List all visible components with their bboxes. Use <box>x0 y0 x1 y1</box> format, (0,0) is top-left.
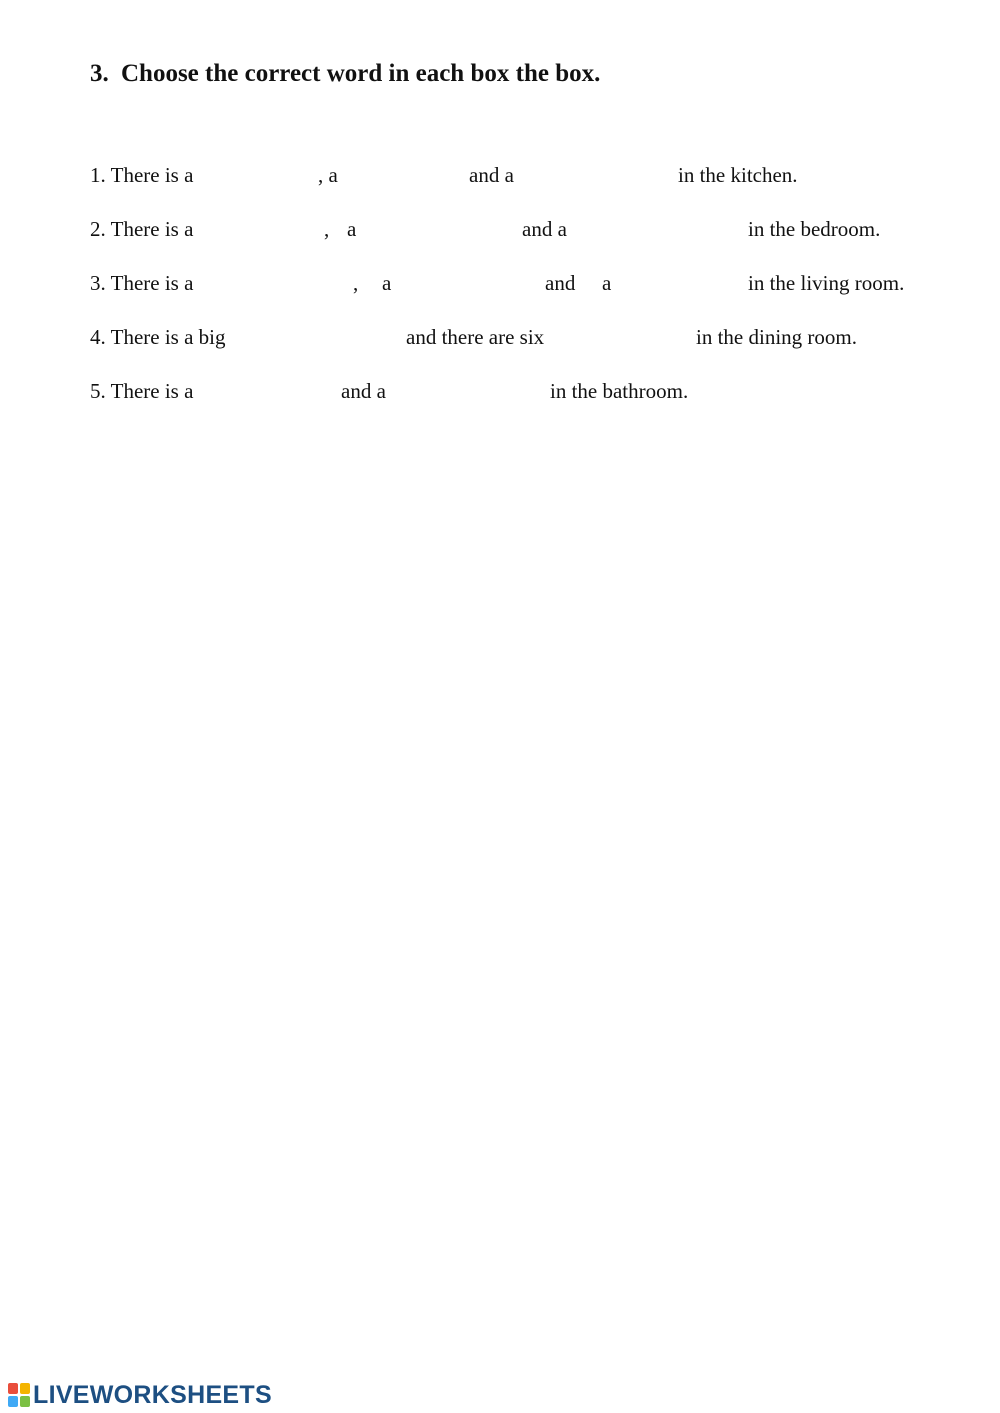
sentence-3-part-6: in the living room. <box>748 271 905 295</box>
sentence-5-part-1: 5. There is a <box>90 379 194 403</box>
sentence-2-part-3: a <box>347 217 357 241</box>
sentence-4 <box>0 323 1000 351</box>
sentence-2-part-2: , <box>324 217 330 241</box>
liveworksheets-brand-text: LIVEWORKSHEETS <box>33 1381 272 1409</box>
sentence-5-part-3: in the bathroom. <box>550 379 689 403</box>
sentence-3-blank-3[interactable] <box>620 269 743 297</box>
sentence-3-part-4: and <box>545 271 576 295</box>
sentence-3 <box>0 269 1000 297</box>
liveworksheets-logo <box>8 1381 272 1409</box>
sentence-4-blank-1[interactable] <box>248 323 400 351</box>
sentence-5-blank-1[interactable] <box>212 377 336 405</box>
sentence-1-blank-1[interactable] <box>212 161 314 189</box>
sentence-2-blank-3[interactable] <box>579 215 743 243</box>
sentence-3-blank-1[interactable] <box>212 269 350 297</box>
exercise-heading <box>90 60 600 88</box>
sentence-3-part-3: a <box>382 271 392 295</box>
sentence-1-part-2: , a <box>318 163 338 187</box>
liveworksheets-logo-icon <box>8 1383 30 1407</box>
logo-tile <box>8 1383 18 1394</box>
logo-tile <box>20 1383 30 1394</box>
logo-tile <box>8 1396 18 1407</box>
sentence-1-part-1: 1. There is a <box>90 163 194 187</box>
sentence-3-part-5: a <box>602 271 612 295</box>
sentence-1-blank-2[interactable] <box>346 161 464 189</box>
sentence-5 <box>0 377 1000 405</box>
exercise-number: 3. <box>90 60 109 87</box>
sentence-2 <box>0 215 1000 243</box>
sentence-1-part-4: in the kitchen. <box>678 163 798 187</box>
sentence-1-blank-3[interactable] <box>526 161 674 189</box>
sentence-2-blank-2[interactable] <box>364 215 516 243</box>
sentence-2-blank-1[interactable] <box>218 215 320 243</box>
exercise-instruction: Choose the correct word in each box the box. <box>121 60 601 87</box>
logo-tile <box>20 1396 30 1407</box>
sentence-3-part-1: 3. There is a <box>90 271 194 295</box>
sentence-2-part-5: in the bedroom. <box>748 217 881 241</box>
sentence-3-part-2: , <box>353 271 359 295</box>
sentence-5-part-2: and a <box>341 379 386 403</box>
sentence-1 <box>0 161 1000 189</box>
sentence-5-blank-2[interactable] <box>398 377 544 405</box>
sentence-4-part-3: in the dining room. <box>696 325 857 349</box>
sentence-4-part-2: and there are six <box>406 325 545 349</box>
sentence-4-part-1: 4. There is a big <box>90 325 226 349</box>
sentence-4-blank-2[interactable] <box>573 323 691 351</box>
sentence-2-part-4: and a <box>522 217 567 241</box>
sentence-1-part-3: and a <box>469 163 514 187</box>
sentence-2-part-1: 2. There is a <box>90 217 194 241</box>
sentence-3-blank-2[interactable] <box>399 269 539 297</box>
